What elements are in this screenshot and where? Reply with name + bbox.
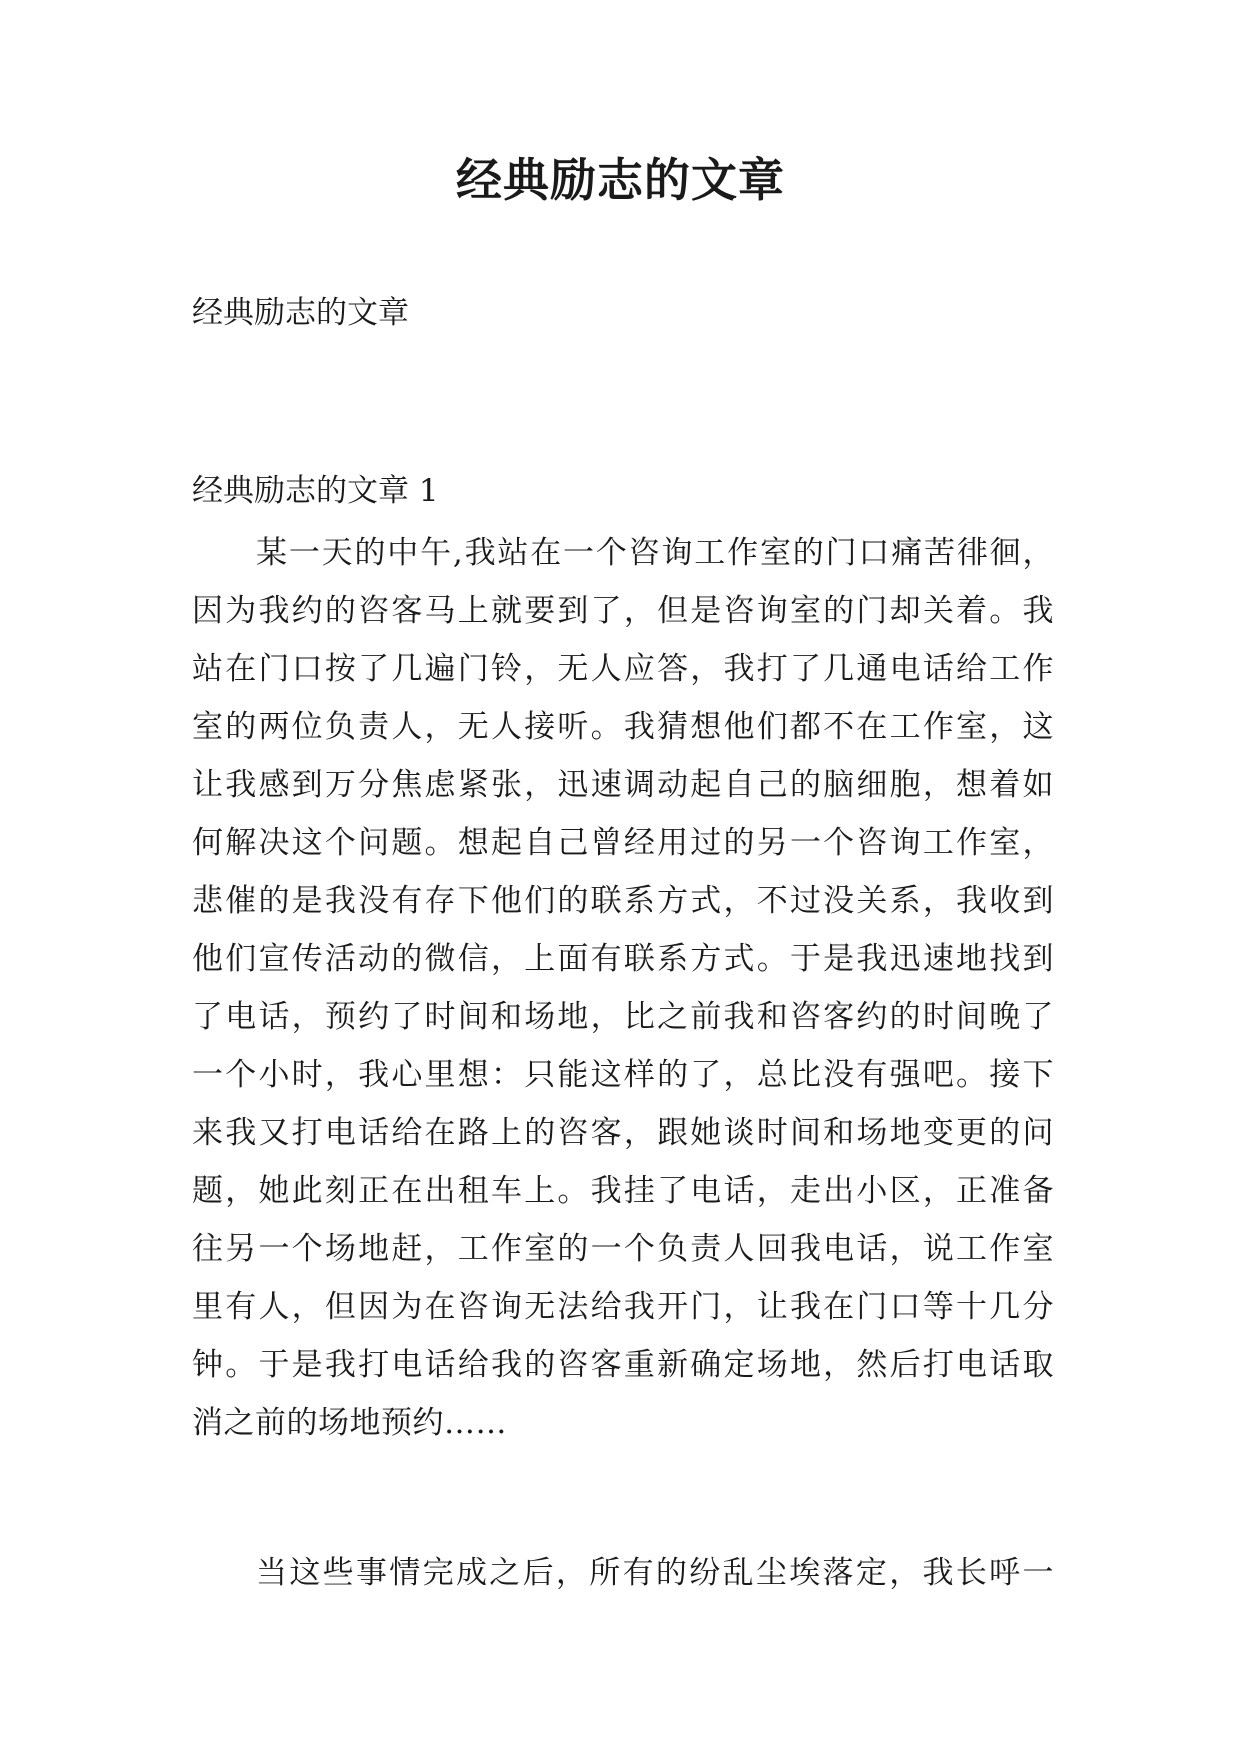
paragraph-line: 消之前的场地预约…… (192, 1405, 507, 1441)
paragraph-line: 里有人，但因为在咨询无法给我开门，让我在门口等十几分 (192, 1289, 1054, 1325)
paragraph-line: 了电话，预约了时间和场地，比之前我和咨客约的时间晚了 (192, 999, 1054, 1035)
section-heading: 经典励志的文章 1 (192, 473, 439, 509)
paragraph-line: 题，她此刻正在出租车上。我挂了电话，走出小区，正准备 (192, 1173, 1054, 1209)
paragraph-line: 某一天的中午,我站在一个咨询工作室的门口痛苦徘徊， (256, 535, 1054, 571)
paragraph-line: 钟。于是我打电话给我的咨客重新确定场地，然后打电话取 (192, 1347, 1054, 1383)
paragraph-line: 站在门口按了几遍门铃，无人应答，我打了几通电话给工作 (192, 651, 1054, 687)
paragraph-line: 他们宣传活动的微信，上面有联系方式。于是我迅速地找到 (192, 941, 1054, 977)
paragraph-line: 悲催的是我没有存下他们的联系方式，不过没关系，我收到 (192, 883, 1054, 919)
paragraph-line: 让我感到万分焦虑紧张，迅速调动起自己的脑细胞，想着如 (192, 767, 1054, 803)
paragraph-line: 往另一个场地赶，工作室的一个负责人回我电话，说工作室 (192, 1231, 1054, 1267)
body-paragraph-2 (192, 1544, 1054, 1602)
document-subtitle: 经典励志的文章 (192, 295, 409, 331)
paragraph-line: 何解决这个问题。想起自己曾经用过的另一个咨询工作室， (192, 825, 1054, 861)
paragraph-line: 因为我约的咨客马上就要到了，但是咨询室的门却关着。我 (192, 593, 1054, 629)
body-paragraph-1 (192, 524, 1054, 1452)
document-title: 经典励志的文章 (456, 153, 785, 207)
paragraph-line: 当这些事情完成之后，所有的纷乱尘埃落定，我长呼一 (256, 1555, 1054, 1591)
paragraph-line: 室的两位负责人，无人接听。我猜想他们都不在工作室，这 (192, 709, 1054, 745)
paragraph-line: 来我又打电话给在路上的咨客，跟她谈时间和场地变更的问 (192, 1115, 1054, 1151)
paragraph-line: 一个小时，我心里想：只能这样的了，总比没有强吧。接下 (192, 1057, 1054, 1093)
